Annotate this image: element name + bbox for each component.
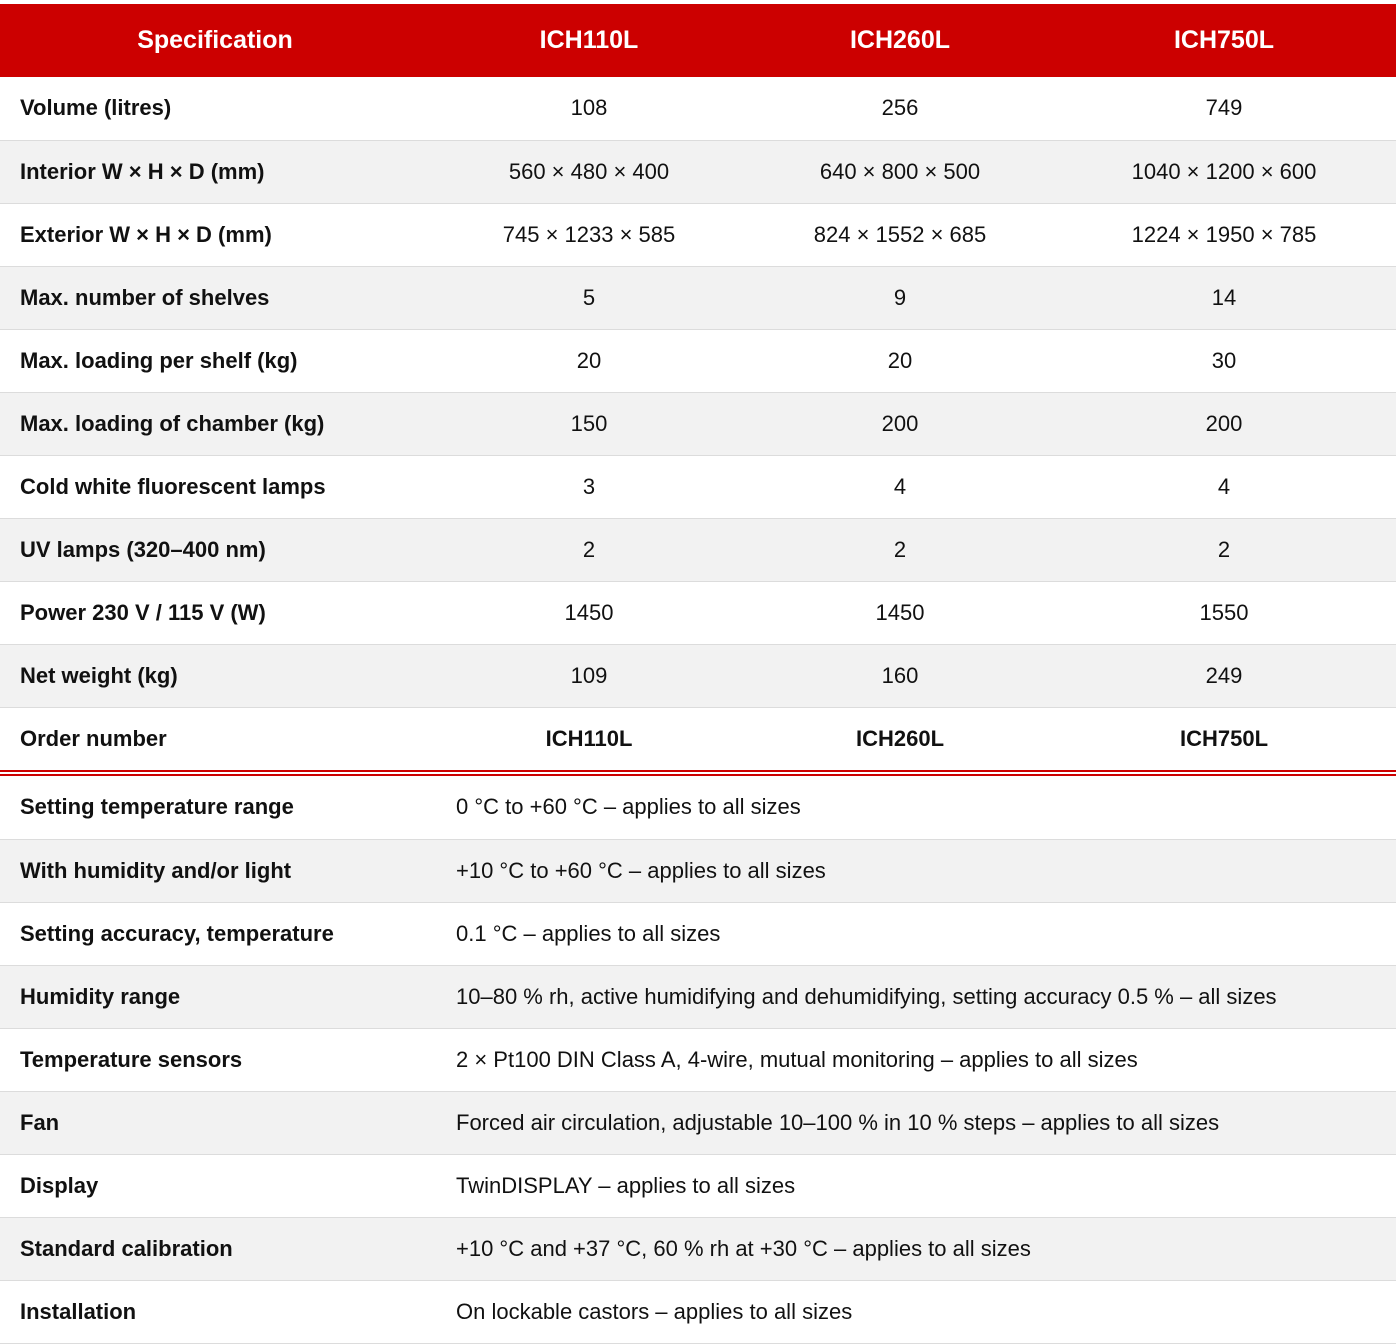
table-row [0,1280,1396,1343]
row-label: Humidity range [20,983,181,1009]
cell-value: 1040 × 1200 × 600 [1131,158,1317,184]
cell-value: On lockable castors – applies to all sizes [456,1298,853,1324]
table-row [0,902,1396,965]
table-row [0,1091,1396,1154]
table-row [0,140,1396,203]
spec-table-upper [0,4,1396,770]
header-model-1: ICH110L [539,26,639,54]
cell-value: 824 × 1552 × 685 [813,221,987,247]
cell-value: 249 [1205,662,1243,688]
cell-value: 2 × Pt100 DIN Class A, 4-wire, mutual monitoring – applies to all sizes [456,1046,1138,1072]
order-number-cell: ICH260L [855,725,945,751]
table-row [0,1154,1396,1217]
row-label: UV lamps (320–400 nm) [20,536,266,562]
row-label: Interior W × H × D (mm) [20,158,265,184]
row-label: Max. loading per shelf (kg) [20,347,298,373]
row-label: Temperature sensors [20,1046,243,1072]
cell-value: 2 [893,536,907,562]
spec-table-lower [0,776,1396,1344]
order-number-cell: ICH110L [545,725,633,751]
row-label: Net weight (kg) [20,662,178,688]
cell-value: 560 × 480 × 400 [508,158,670,184]
cell-value: 0.1 °C – applies to all sizes [456,920,721,946]
header-model-3: ICH750L [1173,26,1275,54]
header-model-2: ICH260L [849,26,951,54]
cell-value: 30 [1211,347,1237,373]
table-row [0,455,1396,518]
table-row [0,329,1396,392]
cell-value: 5 [582,284,596,310]
row-label: Installation [20,1298,137,1324]
order-number-cell: ICH750L [1179,725,1269,751]
header-specification: Specification [137,26,293,54]
cell-value: 20 [887,347,913,373]
row-label: Max. loading of chamber (kg) [20,410,325,436]
cell-value: 200 [881,410,919,436]
order-number-row [0,707,1396,770]
row-label: Setting temperature range [20,794,294,820]
cell-value: 2 [1217,536,1231,562]
cell-value: 256 [881,95,919,121]
cell-value: 160 [881,662,919,688]
cell-value: 20 [576,347,602,373]
table-row [0,965,1396,1028]
row-label: Fan [20,1109,60,1135]
cell-value: 2 [582,536,596,562]
row-label: Max. number of shelves [20,284,270,310]
table-row [0,392,1396,455]
header-row [0,4,1396,77]
table-row [0,203,1396,266]
row-label: Exterior W × H × D (mm) [20,221,272,247]
cell-value: 200 [1205,410,1243,436]
cell-value: 1550 [1199,599,1249,625]
table-row [0,1217,1396,1280]
table-row [0,581,1396,644]
cell-value: 4 [893,473,907,499]
row-label: Standard calibration [20,1235,233,1261]
row-label: Setting accuracy, temperature [20,920,334,946]
table-row [0,77,1396,140]
row-label: With humidity and/or light [20,857,292,883]
cell-value: 150 [570,410,608,436]
cell-value: 14 [1211,284,1237,310]
cell-value: 10–80 % rh, active humidifying and dehumidifying, setting accuracy 0.5 % – all sizes [456,983,1277,1009]
cell-value: 3 [582,473,596,499]
table-row [0,266,1396,329]
table-row [0,776,1396,839]
cell-value: 109 [570,662,608,688]
row-label: Power 230 V / 115 V (W) [20,599,266,625]
cell-value: 108 [570,95,608,121]
cell-value: TwinDISPLAY – applies to all sizes [456,1172,796,1198]
cell-value: +10 °C to +60 °C – applies to all sizes [456,857,826,883]
cell-value: 640 × 800 × 500 [819,158,981,184]
row-label: Order number [20,725,167,751]
row-label: Cold white fluorescent lamps [20,473,326,499]
cell-value: +10 °C and +37 °C, 60 % rh at +30 °C – applies to all sizes [456,1235,1031,1261]
table-row [0,518,1396,581]
cell-value: 1450 [875,599,925,625]
table-row [0,839,1396,902]
row-label: Volume (litres) [20,95,172,121]
table-row [0,1028,1396,1091]
cell-value: 9 [893,284,907,310]
cell-value: 4 [1217,473,1231,499]
row-label: Display [20,1172,99,1198]
cell-value: 745 × 1233 × 585 [502,221,676,247]
cell-value: 1224 × 1950 × 785 [1131,221,1317,247]
cell-value: 1450 [564,599,614,625]
cell-value: Forced air circulation, adjustable 10–100 % in 10 % steps – applies to all sizes [456,1109,1220,1135]
cell-value: 749 [1205,95,1243,121]
cell-value: 0 °C to +60 °C – applies to all sizes [456,794,801,820]
table-row [0,644,1396,707]
